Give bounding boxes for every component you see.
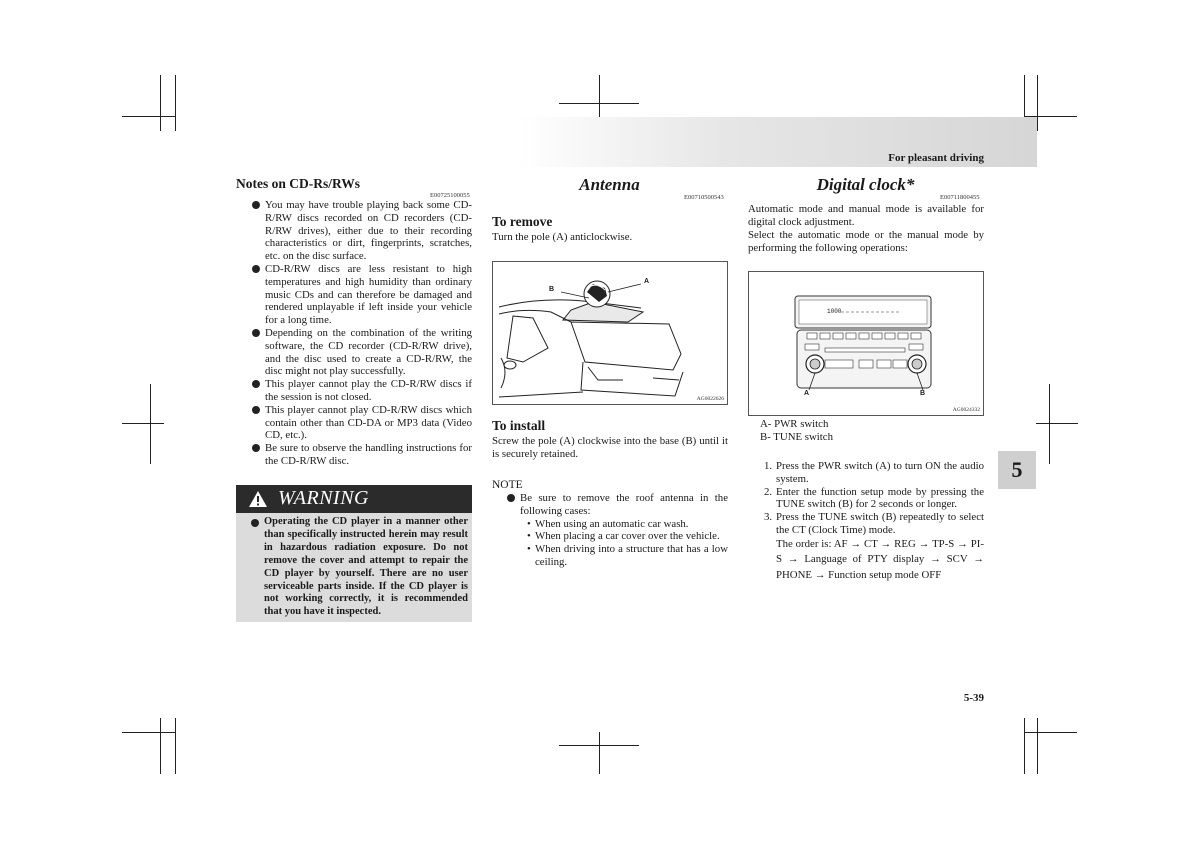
note-heading: NOTE [492,479,523,491]
legend-item-pwr: A- PWR switch [760,418,829,430]
crop-mark [160,718,161,774]
figure-code: AG0022626 [696,396,724,402]
bullet-icon [252,406,260,414]
cd-notes-list [237,199,472,468]
warning-title: WARNING [278,487,369,509]
warning-text: Operating the CD player in a manner other than specifically instructed herein may result in hazardous radiation exposure. Do not remove the cover and attempt to repair the CD player by yourself. There are no user serviceable parts inside. If the CD player is not working correctly, it is recommended that you have it inspected. [264,516,468,618]
list-item: CD-R/RW discs are less resistant to high temperatures and high humidity than ordinary music CDs and can therefore be damaged and rendered unplayable if left inside your vehicle for a long time. [237,263,472,327]
bullet-icon [252,201,260,209]
crop-mark [1024,732,1077,733]
antenna-title: Antenna [579,175,640,194]
list-item: Depending on the combination of the writing software, the CD recorder (CD-R/RW drive), and the disc used to create a CD-R/RW, the disc might not play successfully. [237,327,472,378]
remove-heading: To remove [492,214,553,229]
list-item: 1. Press the PWR switch (A) to turn ON the audio system. [764,460,984,485]
car-rear-illustration [493,262,727,404]
bullet-icon [507,494,515,502]
crop-mark [122,423,164,424]
figure-label-b: B [920,390,926,397]
crop-mark [175,718,176,774]
figure-code: AG0024332 [952,407,980,413]
switch-legend [760,418,980,444]
sub-list-item: • When placing a car cover over the vehicle. [527,530,720,543]
crop-mark [160,75,161,131]
list-item: This player cannot play CD-R/RW discs which contain other than CD-DA or MP3 data (Video CD, etc.). [237,404,472,442]
list-item: 2. Enter the function setup mode by pressing the TUNE switch (B) for 2 seconds or longer. [764,485,984,511]
bullet-icon [252,265,260,273]
bullet-icon [251,519,259,527]
crop-mark [1049,384,1050,464]
intro-paragraph-2: Select the automatic mode or the manual mode by performing the following operations: [748,229,984,254]
crop-mark [1037,75,1038,131]
install-heading: To install [492,418,546,433]
figure-label-a: A [644,278,650,285]
reference-code: E00710500543 [684,194,724,201]
antenna-figure [492,261,728,405]
bullet-icon [252,444,260,452]
sub-list-item: • When using an automatic car wash. [527,517,689,530]
crop-mark [599,732,600,774]
audio-unit-illustration [749,272,983,415]
mode-order-text: The order is: AF → CT → REG → TP-S → PI-S → Language of PTY display → SCV → PHONE → Function setup mode OFF [776,537,984,581]
chapter-tab: 5 [998,451,1036,489]
digital-clock-title: Digital clock* [816,175,915,194]
sub-list-item: • When driving into a structure that has a low ceiling. [527,543,728,568]
intro-paragraph-1: Automatic mode and manual mode is available for digital clock adjustment. [748,203,984,228]
section-title: For pleasant driving [888,152,984,164]
warning-triangle-icon [248,490,268,508]
list-item: This player cannot play the CD-R/RW discs if the session is not closed. [237,378,472,404]
reference-code: E00711800455 [940,194,980,201]
crop-mark [1036,423,1078,424]
crop-mark [122,732,175,733]
page-number: 5-39 [963,692,984,704]
list-item: Be sure to remove the roof antenna in the following cases: [492,492,728,518]
list-item: You may have trouble playing back some CD-R/RW discs recorded on CD recorders (CD-R/RW drives), either due to their recording characteristics or dirt, fingerprints, scratches, etc. on the disc surface. [237,199,472,263]
bullet-icon [252,329,260,337]
figure-label-a: A [804,390,810,397]
figure-label-b: B [549,286,555,293]
crop-mark [1024,718,1025,774]
clock-display: 1000 [827,308,842,315]
warning-header [236,485,472,513]
list-item: 3. Press the TUNE switch (B) repeatedly to select the CT (Clock Time) mode. [764,511,984,536]
reference-code: E00725100055 [430,192,470,199]
remove-text: Turn the pole (A) anticlockwise. [492,231,633,243]
crop-mark [122,116,175,117]
warning-box [236,513,472,622]
crop-mark [150,384,151,464]
crop-mark [1037,718,1038,774]
note-list [492,492,728,569]
bullet-icon [252,380,260,388]
crop-mark [175,75,176,131]
audio-panel-figure [748,271,984,416]
steps-list [748,460,984,583]
crop-mark [559,745,639,746]
legend-item-tune: B- TUNE switch [760,430,833,443]
crop-mark [559,103,639,104]
install-text: Screw the pole (A) clockwise into the base (B) until it is securely retained. [492,435,728,460]
list-item: Be sure to observe the handling instructions for the CD-R/RW disc. [237,442,472,468]
cd-notes-heading: Notes on CD-Rs/RWs [236,176,361,191]
